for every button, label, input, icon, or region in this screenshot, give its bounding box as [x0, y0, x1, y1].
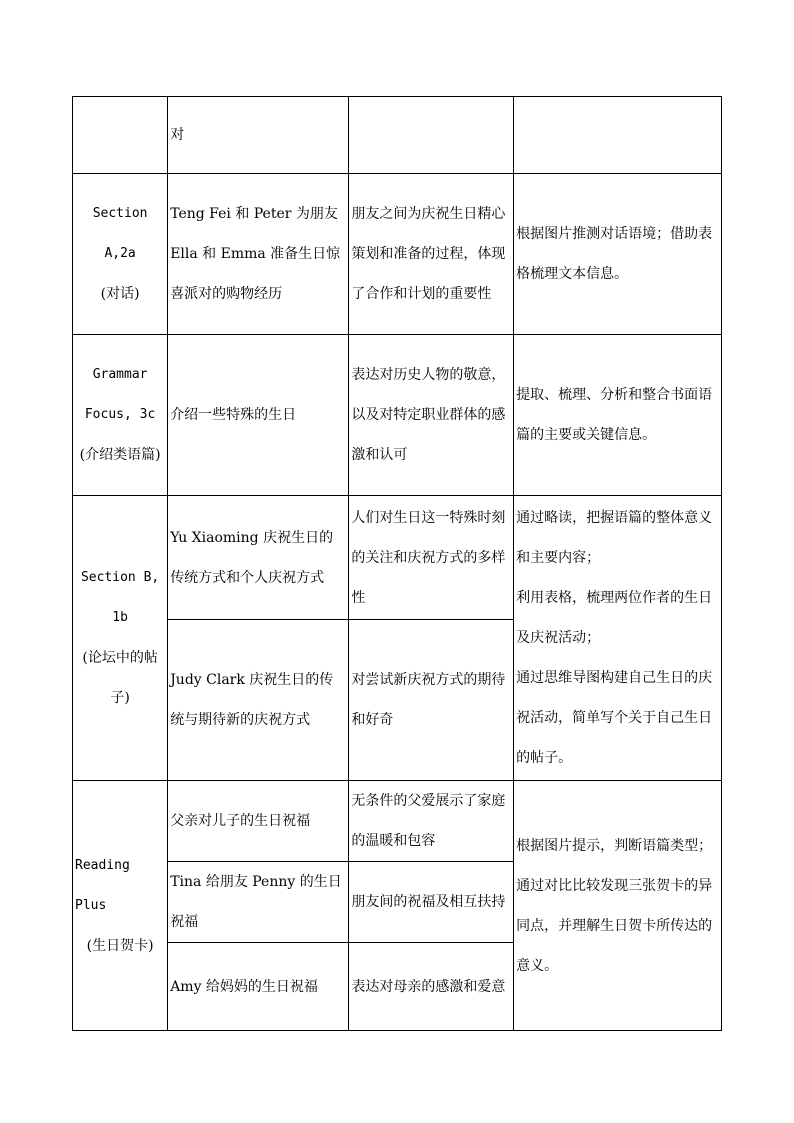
table-row: [73, 781, 722, 862]
objective-line: 通过思维导图构建自己生日的庆祝活动，简单写个关于自己生日的帖子。: [516, 670, 713, 766]
theme-cell: 表达对历史人物的敬意，以及对特定职业群体的感激和认可: [349, 335, 514, 496]
objective-cell: [514, 781, 722, 1031]
theme-cell: 朋友之间为庆祝生日精心策划和准备的过程，体现了合作和计划的重要性: [349, 174, 514, 335]
table-row: [73, 97, 722, 174]
section-cell: [73, 781, 168, 1031]
section-type: (对话): [100, 286, 140, 302]
theme-cell: 人们对生日这一特殊时刻的关注和庆祝方式的多样性: [349, 496, 514, 620]
section-label: Reading: [75, 857, 130, 873]
section-cell: [73, 335, 168, 496]
section-label: A,2a: [104, 246, 136, 261]
section-type: (论坛中的帖子): [82, 650, 158, 706]
content-cell: Yu Xiaoming 庆祝生日的传统方式和个人庆祝方式: [168, 496, 349, 620]
objective-cell: 根据图片推测对话语境；借助表格梳理文本信息。: [514, 174, 722, 335]
section-type: (生日贺卡): [86, 937, 154, 954]
table-cell: [514, 97, 722, 174]
lesson-table: [72, 96, 722, 1031]
content-cell: Judy Clark 庆祝生日的传统与期待新的庆祝方式: [168, 620, 349, 781]
table-row: [73, 174, 722, 335]
objective-cell: [514, 496, 722, 781]
table-cell: [73, 97, 168, 174]
objective-line: 根据图片提示，判断语篇类型；: [516, 837, 713, 854]
section-cell: [73, 496, 168, 781]
content-cell: 父亲对儿子的生日祝福: [168, 781, 349, 862]
table-cell: 对: [168, 97, 349, 174]
section-label: 1b: [112, 610, 128, 625]
section-label: Grammar: [92, 367, 148, 382]
table-cell: [349, 97, 514, 174]
content-cell: Amy 给妈妈的生日祝福: [168, 943, 349, 1031]
theme-cell: 对尝试新庆祝方式的期待和好奇: [349, 620, 514, 781]
content-cell: 介绍一些特殊的生日: [168, 335, 349, 496]
theme-cell: 朋友间的祝福及相互扶持: [349, 862, 514, 943]
objective-line: 通过对比比较发现三张贺卡的异同点，并理解生日贺卡所传达的意义。: [516, 877, 713, 974]
table-row: [73, 335, 722, 496]
objective-cell: 提取、梳理、分析和整合书面语篇的主要或关键信息。: [514, 335, 722, 496]
section-cell: [73, 174, 168, 335]
section-label: Section: [92, 206, 148, 221]
theme-cell: 表达对母亲的感激和爱意: [349, 943, 514, 1031]
content-cell: Tina 给朋友 Penny 的生日祝福: [168, 862, 349, 943]
section-label: Section B,: [80, 570, 160, 585]
section-label: Plus: [75, 897, 107, 913]
theme-cell: 无条件的父爱展示了家庭的温暖和包容: [349, 781, 514, 862]
section-type: (介绍类语篇): [79, 447, 161, 463]
table-row: [73, 496, 722, 620]
section-label: Focus, 3c: [84, 407, 156, 422]
content-cell: Teng Fei 和 Peter 为朋友 Ella 和 Emma 准备生日惊喜派对的购物经历: [168, 174, 349, 335]
objective-line: 通过略读，把握语篇的整体意义和主要内容；: [516, 510, 713, 566]
objective-line: 利用表格，梳理两位作者的生日及庆祝活动；: [516, 590, 713, 646]
